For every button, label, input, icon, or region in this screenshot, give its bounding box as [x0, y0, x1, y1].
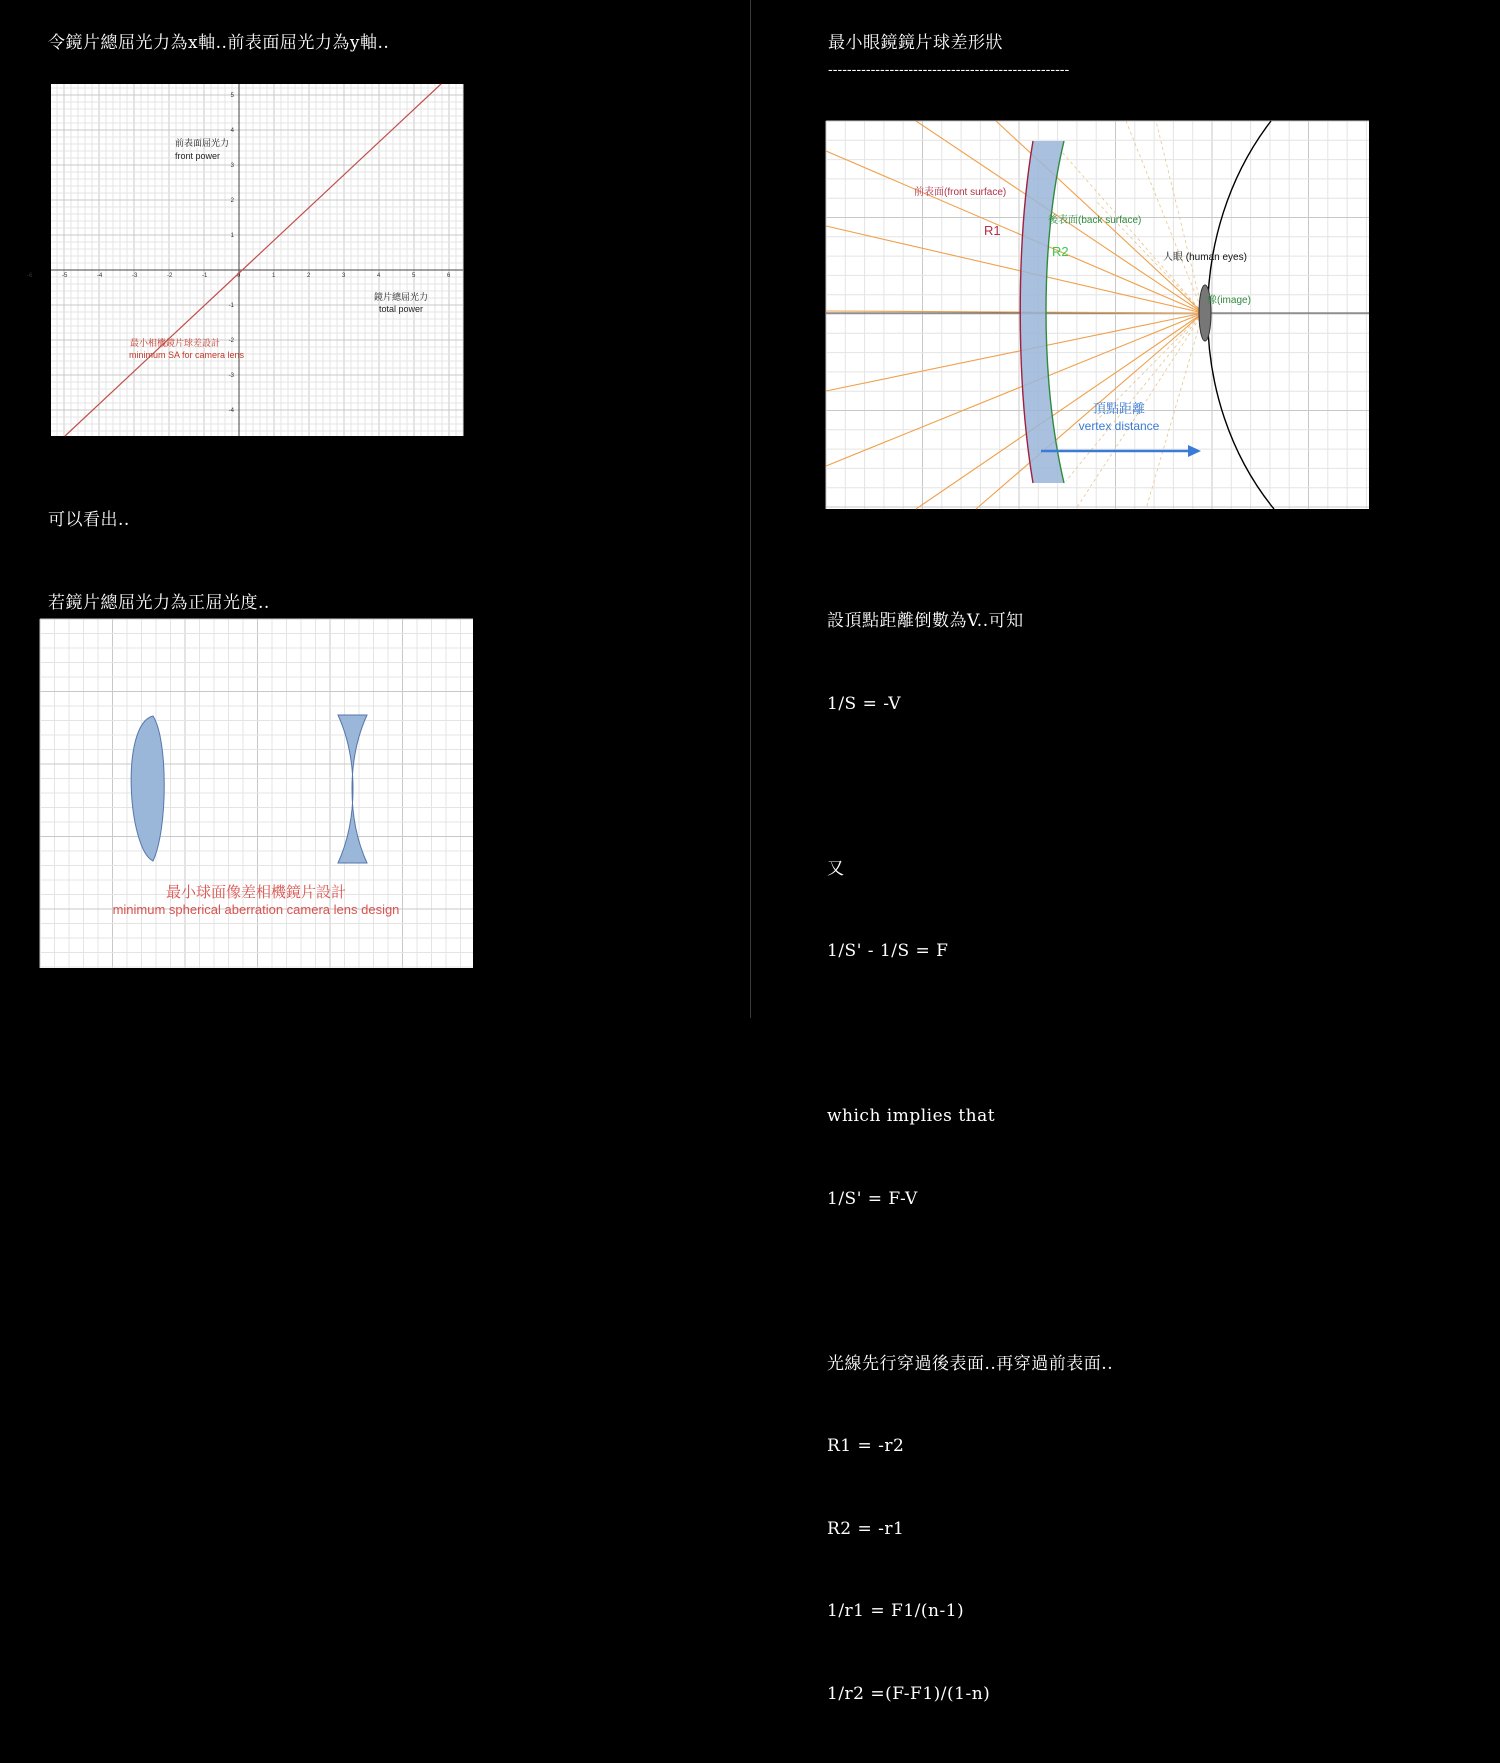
equation-line: 又 — [827, 858, 845, 879]
equation-line: R1 = -r2 — [827, 1436, 905, 1456]
caption-zh: 最小球面像差相機鏡片設計 — [165, 884, 347, 901]
power-graph-svg — [27, 84, 463, 436]
equation-line: 1/S' = F-V — [827, 1188, 918, 1209]
equation-line: which implies that — [827, 1106, 996, 1126]
power-graph — [27, 84, 463, 436]
lens-design-svg — [40, 619, 473, 968]
equation-line — [827, 1268, 1113, 1296]
vertex-label-zh: 頂點距離 — [1092, 401, 1146, 416]
right-page — [752, 0, 1500, 1704]
r1-label: R1 — [984, 223, 1001, 238]
caption-en: minimum spherical aberration camera lens design — [112, 902, 400, 917]
y-tick-label: 1 — [230, 233, 234, 239]
lens-design-figure — [40, 619, 473, 968]
light-ray — [826, 226, 1203, 313]
x-tick-label: 5 — [412, 273, 416, 279]
y-tick-label: 4 — [230, 128, 234, 134]
y-tick-label: -4 — [228, 408, 234, 414]
equation-line: 1/S' - 1/S = F — [827, 941, 949, 961]
x-tick-label: -2 — [167, 273, 173, 279]
y-tick-label: -3 — [228, 373, 234, 379]
graph-grid — [51, 84, 463, 436]
x-tick-label: 0 — [237, 273, 241, 279]
light-ray — [826, 151, 1203, 313]
equation-line — [827, 773, 1113, 801]
equation-line: R2 = -r1 — [827, 1518, 905, 1539]
right-heading: 最小眼鏡鏡片球差形狀 — [828, 33, 1003, 53]
x-tick-label: -4 — [97, 273, 103, 279]
eye-lens — [1199, 285, 1211, 341]
y-tick-label: 2 — [230, 198, 234, 204]
x-tick-label: 3 — [342, 273, 346, 279]
y-tick-label: 5 — [230, 93, 234, 99]
vertex-distance-diagram — [826, 121, 1369, 509]
equation-line: 1/S = -V — [827, 693, 902, 714]
image-label: 像(image) — [1207, 295, 1251, 306]
y-tick-label: 3 — [230, 163, 234, 169]
equation-line: 光線先行穿過後表面..再穿過前表面.. — [827, 1353, 1114, 1374]
line-label-zh: 最小相機鏡片球差設計 — [130, 338, 221, 348]
left-heading: 令鏡片總屈光力為x軸..前表面屈光力為y軸.. — [48, 33, 390, 53]
arrow-head-icon — [1188, 445, 1201, 457]
x-tick-label: 2 — [307, 273, 311, 279]
diagram-svg — [826, 121, 1369, 509]
y-axis-label-zh: 前表面屈光力 — [175, 138, 230, 148]
equations-block — [827, 553, 1113, 1763]
light-ray — [826, 313, 1203, 466]
equation-line: 1/r2 =(F-F1)/(1-n) — [827, 1683, 991, 1704]
y-axis-label-en: front power — [175, 151, 221, 161]
x-tick-label: 1 — [272, 273, 276, 279]
y-tick-label: -1 — [228, 303, 234, 309]
line-label-en: minimum SA for camera lens — [129, 350, 245, 360]
biconcave-lens — [338, 715, 367, 863]
back-surface-label: 後表面(back surface) — [1048, 215, 1142, 226]
x-axis-label-zh: 鏡片總屈光力 — [374, 292, 429, 302]
front-surface-label: 前表面(front surface) — [914, 187, 1007, 198]
paragraph-line: 若鏡片總屈光力為正屈光度.. — [48, 592, 270, 613]
paragraph-line: 可以看出.. — [48, 510, 130, 530]
x-tick-label: -5 — [62, 273, 68, 279]
vertex-label-en: vertex distance — [1078, 419, 1160, 433]
x-tick-label: -3 — [132, 273, 138, 279]
y-tick-label: -2 — [228, 338, 234, 344]
equation-line: 設頂點距離倒數為V..可知 — [827, 611, 1024, 631]
eye-label: 人眼 (human eyes) — [1163, 252, 1247, 263]
x-tick-label: -1 — [202, 273, 208, 279]
x-axis-label-en: total power — [379, 304, 424, 314]
r2-label: R2 — [1052, 244, 1069, 259]
biconvex-lens — [131, 716, 164, 861]
page-divider — [750, 0, 751, 1018]
x-tick-label: 4 — [377, 273, 381, 279]
x-tick-label: 6 — [447, 273, 451, 279]
heading-rule: --------------------------------------------------- — [828, 62, 1070, 78]
left-page — [0, 0, 750, 1018]
equation-line — [827, 1021, 1113, 1049]
x-tick-label: -6 — [27, 273, 33, 279]
equation-line: 1/r1 = F1/(n-1) — [827, 1601, 965, 1621]
